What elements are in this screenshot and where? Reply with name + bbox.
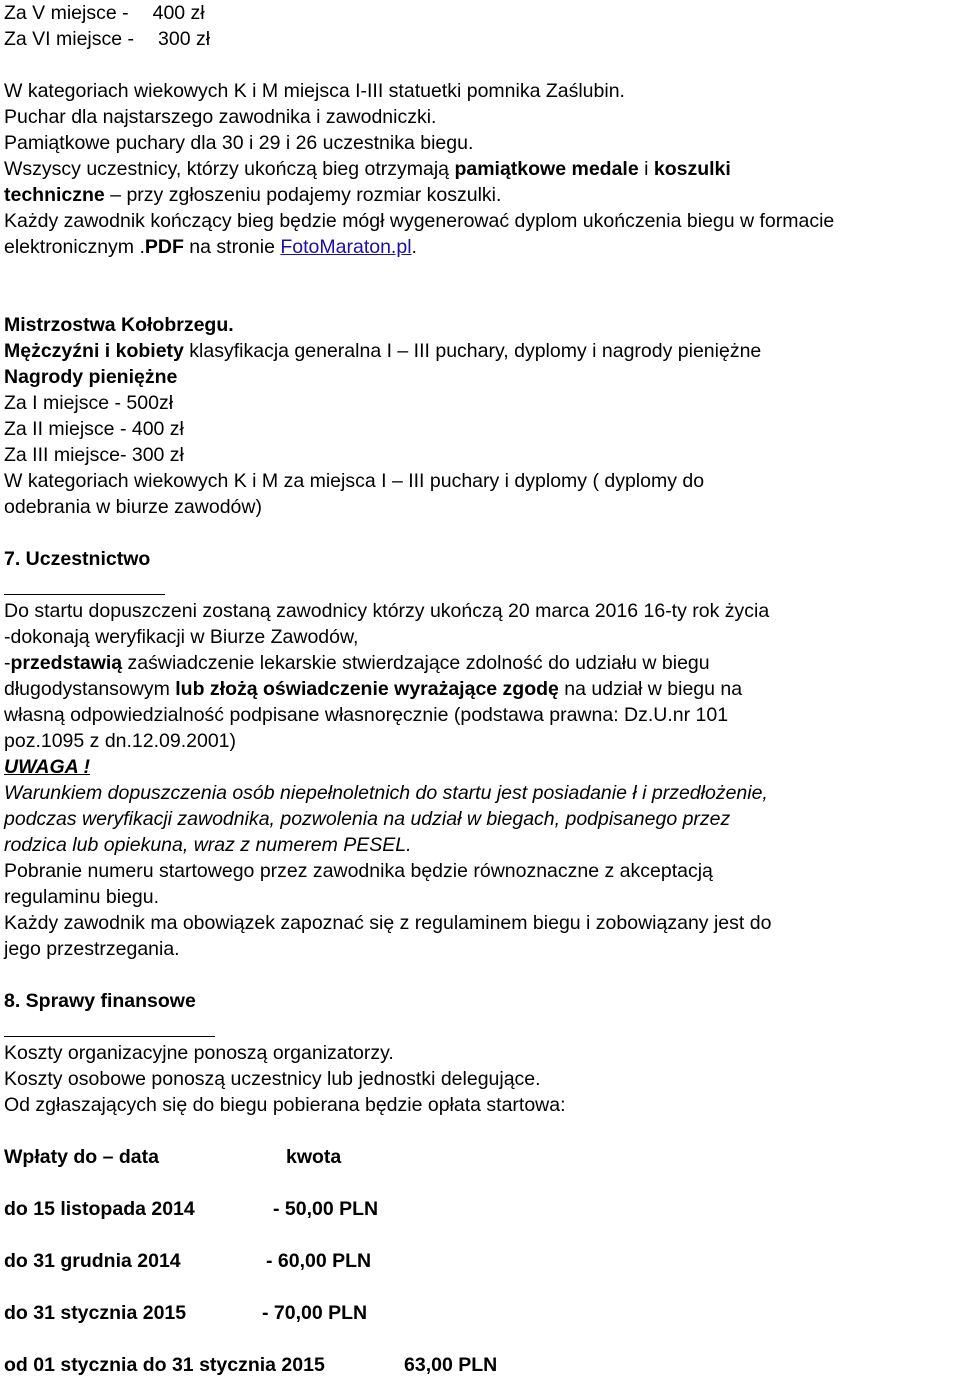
section7-italic-line: podczas weryfikacji zawodnika, pozwolenia na udział w biegach, podpisanego przez	[4, 808, 731, 830]
section7-italic-line: Warunkiem dopuszczenia osób niepełnoletnich do startu jest posiadanie ł i przedłożenie,	[4, 782, 768, 804]
title-rule	[4, 572, 960, 598]
awards-line: Puchar dla najstarszego zawodnika i zawodniczki.	[4, 106, 437, 128]
bold-span: lub złożą oświadczenie wyrażające zgodę	[175, 678, 559, 700]
fee-amount: - 70,00 PLN	[262, 1302, 368, 1324]
fee-col-amount-header: kwota	[286, 1146, 342, 1168]
awards-line: Każdy zawodnik kończący bieg będzie mógł wygenerować dyplom ukończenia biegu w formacie	[4, 210, 835, 232]
text-span: .	[411, 236, 417, 258]
text-span: – przy zgłoszeniu podajemy rozmiar koszulki.	[104, 184, 502, 206]
text-span: i	[638, 158, 654, 180]
section-title-7: 7. Uczestnictwo	[4, 548, 151, 570]
bold-span: techniczne	[4, 184, 105, 206]
fee-date: od 01 stycznia do 31 stycznia 2015	[4, 1354, 325, 1376]
bold-span: przedstawią	[10, 652, 123, 674]
kolobrzeg-line: odebrania w biurze zawodów)	[4, 496, 262, 518]
text-span: na stronie	[183, 236, 281, 258]
bold-span: pamiątkowe medale	[454, 158, 639, 180]
awards-line	[4, 156, 960, 182]
prize-line-vi	[4, 26, 960, 52]
section8-line: Koszty osobowe ponoszą uczestnicy lub jednostki delegujące.	[4, 1068, 541, 1090]
bold-span: koszulki	[653, 158, 731, 180]
fee-amount: - 60,00 PLN	[266, 1250, 372, 1272]
kolobrzeg-prize: Za I miejsce - 500zł	[4, 392, 174, 414]
section7-line: -dokonają weryfikacji w Biurze Zawodów,	[4, 626, 359, 648]
kolobrzeg-line: W kategoriach wiekowych K i M za miejsca I – III puchary i dyplomy ( dyplomy do	[4, 470, 705, 492]
section7-line: regulaminu biegu.	[4, 886, 160, 908]
bold-span: PDF	[144, 236, 184, 258]
uwaga-heading: UWAGA !	[4, 756, 90, 778]
section7-italic-line: rodzica lub opiekuna, wraz z numerem PESEL.	[4, 834, 412, 856]
text-span: elektronicznym .	[4, 236, 145, 258]
awards-line: W kategoriach wiekowych K i M miejsca I-III statuetki pomnika Zaślubin.	[4, 80, 625, 102]
section-title-8: 8. Sprawy finansowe	[4, 990, 196, 1012]
title-rule	[4, 1014, 960, 1040]
section7-line: Pobranie numeru startowego przez zawodnika będzie równoznaczne z akceptacją	[4, 860, 713, 882]
fee-date: do 31 grudnia 2014	[4, 1250, 181, 1272]
kolobrzeg-prize: Za III miejsce- 300 zł	[4, 444, 184, 466]
text-span: na udział w biegu na	[558, 678, 743, 700]
section7-line: Każdy zawodnik ma obowiązek zapoznać się z regulaminem biegu i zobowiązany jest do	[4, 912, 772, 934]
text-span: zaświadczenie lekarskie stwierdzające zdolność do udziału w biegu	[122, 652, 710, 674]
fee-date: do 31 stycznia 2015	[4, 1302, 187, 1324]
fee-col-date-header: Wpłaty do – data	[4, 1146, 159, 1168]
fee-amount: - 50,00 PLN	[273, 1198, 379, 1220]
text-span: długodystansowym	[4, 678, 176, 700]
prize-amount: 300 zł	[158, 28, 211, 50]
kolobrzeg-prize: Za II miejsce - 400 zł	[4, 418, 184, 440]
section7-line: poz.1095 z dn.12.09.2001)	[4, 730, 237, 752]
section7-line: własną odpowiedzialność podpisane własnoręcznie (podstawa prawna: Dz.U.nr 101	[4, 704, 729, 726]
fee-date: do 15 listopada 2014	[4, 1198, 195, 1220]
awards-line: Pamiątkowe puchary dla 30 i 29 i 26 uczestnika biegu.	[4, 132, 474, 154]
fee-row	[4, 1248, 960, 1274]
section7-line: Do startu dopuszczeni zostaną zawodnicy którzy ukończą 20 marca 2016 16-ty rok życia	[4, 600, 770, 622]
kolobrzeg-line: Nagrody pieniężne	[4, 366, 178, 388]
bold-span: Mężczyźni i kobiety	[4, 340, 184, 362]
prize-line-v	[4, 0, 960, 26]
section8-line: Od zgłaszających się do biegu pobierana będzie opłata startowa:	[4, 1094, 566, 1116]
section7-line: jego przestrzegania.	[4, 938, 180, 960]
fee-table-header	[4, 1144, 960, 1170]
prize-amount: 400 zł	[152, 2, 205, 24]
section8-line: Koszty organizacyjne ponoszą organizatorzy.	[4, 1042, 394, 1064]
fotomaraton-link[interactable]: FotoMaraton.pl	[280, 236, 412, 258]
section-title-kolobrzeg: Mistrzostwa Kołobrzegu.	[4, 314, 234, 336]
fee-row	[4, 1196, 960, 1222]
kolobrzeg-line	[4, 338, 960, 364]
prize-place: Za V miejsce -	[4, 2, 129, 24]
fee-amount: 63,00 PLN	[404, 1354, 498, 1376]
fee-row	[4, 1352, 960, 1378]
awards-line	[4, 234, 960, 260]
text-span: klasyfikacja generalna I – III puchary, dyplomy i nagrody pieniężne	[183, 340, 762, 362]
text-span: -	[4, 652, 11, 674]
section7-line	[4, 676, 960, 702]
fee-row	[4, 1300, 960, 1326]
prize-place: Za VI miejsce -	[4, 28, 135, 50]
section7-line	[4, 650, 960, 676]
awards-line	[4, 182, 960, 208]
text-span: Wszyscy uczestnicy, którzy ukończą bieg otrzymają	[4, 158, 455, 180]
